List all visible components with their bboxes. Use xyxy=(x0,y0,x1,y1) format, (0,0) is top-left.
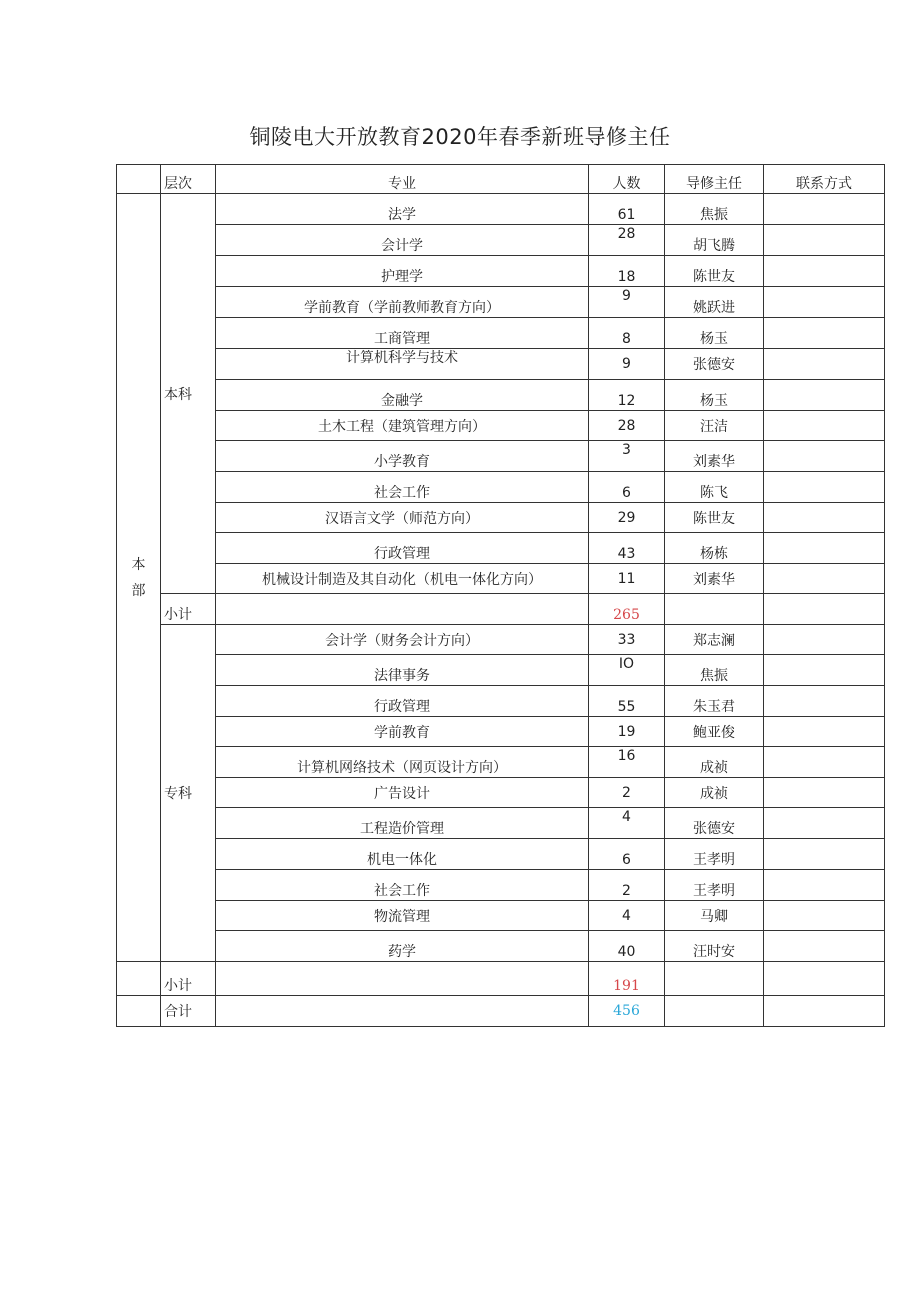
count-cell: 9 xyxy=(589,349,665,380)
major-cell: 机械设计制造及其自动化（机电一体化方向） xyxy=(216,564,589,594)
count-cell: 6 xyxy=(589,472,665,503)
count-cell: 11 xyxy=(589,564,665,594)
count-cell: 8 xyxy=(589,318,665,349)
mentor-cell: 杨栋 xyxy=(665,533,764,564)
mentor-cell: 王孝明 xyxy=(665,839,764,870)
mentor-table xyxy=(116,164,885,1027)
mentor-cell: 杨玉 xyxy=(665,318,764,349)
subtotal-blank-cell xyxy=(216,594,589,625)
subtotal-row xyxy=(117,962,885,996)
contact-cell xyxy=(764,256,885,287)
table-row xyxy=(117,564,885,594)
major-cell: 工程造价管理 xyxy=(216,808,589,839)
mentor-cell: 刘素华 xyxy=(665,441,764,472)
major-cell: 药学 xyxy=(216,931,589,962)
subtotal-label: 小计 xyxy=(161,962,216,996)
contact-cell xyxy=(764,503,885,533)
table-row xyxy=(117,686,885,717)
mentor-cell: 焦振 xyxy=(665,194,764,225)
count-cell: 28 xyxy=(589,411,665,441)
mentor-cell: 胡飞腾 xyxy=(665,225,764,256)
table-row xyxy=(117,256,885,287)
table-row xyxy=(117,717,885,747)
table-row xyxy=(117,870,885,901)
major-cell: 法律事务 xyxy=(216,655,589,686)
header-count: 人数 xyxy=(589,165,665,194)
table-row xyxy=(117,533,885,564)
table-row xyxy=(117,287,885,318)
count-cell: 16 xyxy=(589,747,665,778)
header-level: 层次 xyxy=(161,165,216,194)
subtotal-blank-cell xyxy=(216,962,589,996)
major-cell: 法学 xyxy=(216,194,589,225)
contact-cell xyxy=(764,441,885,472)
mentor-cell: 马卿 xyxy=(665,901,764,931)
mentor-cell: 姚跃进 xyxy=(665,287,764,318)
contact-cell xyxy=(764,349,885,380)
contact-cell xyxy=(764,686,885,717)
subtotal-mentor-blank xyxy=(665,594,764,625)
contact-cell xyxy=(764,533,885,564)
count-cell: 4 xyxy=(589,901,665,931)
table-row xyxy=(117,318,885,349)
header-contact: 联系方式 xyxy=(764,165,885,194)
contact-cell xyxy=(764,318,885,349)
contact-cell xyxy=(764,870,885,901)
table-row xyxy=(117,931,885,962)
contact-cell xyxy=(764,747,885,778)
major-cell: 计算机科学与技术 xyxy=(216,349,589,380)
subtotal-contact-blank xyxy=(764,962,885,996)
contact-cell xyxy=(764,472,885,503)
count-cell: 43 xyxy=(589,533,665,564)
page-title: 铜陵电大开放教育2020年春季新班导修主任 xyxy=(249,125,671,149)
count-cell: 55 xyxy=(589,686,665,717)
mentor-cell: 焦振 xyxy=(665,655,764,686)
table-row xyxy=(117,808,885,839)
subtotal-value: 191 xyxy=(589,962,665,996)
major-cell: 机电一体化 xyxy=(216,839,589,870)
header-mentor: 导修主任 xyxy=(665,165,764,194)
count-cell: 6 xyxy=(589,839,665,870)
count-cell: 28 xyxy=(589,225,665,256)
table-row xyxy=(117,349,885,380)
major-cell: 护理学 xyxy=(216,256,589,287)
major-cell: 土木工程（建筑管理方向） xyxy=(216,411,589,441)
total-label: 合计 xyxy=(161,996,216,1027)
contact-cell xyxy=(764,225,885,256)
subtotal-contact-blank xyxy=(764,594,885,625)
major-cell: 行政管理 xyxy=(216,686,589,717)
mentor-cell: 朱玉君 xyxy=(665,686,764,717)
table-row xyxy=(117,472,885,503)
mentor-cell: 成祯 xyxy=(665,778,764,808)
major-cell: 汉语言文学（师范方向） xyxy=(216,503,589,533)
table-row xyxy=(117,839,885,870)
contact-cell xyxy=(764,411,885,441)
mentor-cell: 刘素华 xyxy=(665,564,764,594)
mentor-cell: 汪时安 xyxy=(665,931,764,962)
header-major: 专业 xyxy=(216,165,589,194)
major-cell: 金融学 xyxy=(216,380,589,411)
level-cell: 本科 xyxy=(161,194,216,594)
department-cell xyxy=(117,194,161,962)
major-cell: 计算机网络技术（网页设计方向） xyxy=(216,747,589,778)
contact-cell xyxy=(764,625,885,655)
mentor-cell: 张德安 xyxy=(665,349,764,380)
count-cell: 19 xyxy=(589,717,665,747)
mentor-cell: 郑志澜 xyxy=(665,625,764,655)
major-cell: 行政管理 xyxy=(216,533,589,564)
mentor-cell: 鲍亚俊 xyxy=(665,717,764,747)
subtotal-row xyxy=(117,594,885,625)
mentor-cell: 陈世友 xyxy=(665,256,764,287)
subtotal-corner-cell xyxy=(117,962,161,996)
table-row xyxy=(117,778,885,808)
table-row xyxy=(117,747,885,778)
contact-cell xyxy=(764,808,885,839)
contact-cell xyxy=(764,839,885,870)
major-cell: 社会工作 xyxy=(216,472,589,503)
contact-cell xyxy=(764,287,885,318)
table-row xyxy=(117,901,885,931)
table-row xyxy=(117,380,885,411)
major-cell: 会计学 xyxy=(216,225,589,256)
subtotal-mentor-blank xyxy=(665,962,764,996)
department-label: 本部 xyxy=(131,556,146,599)
contact-cell xyxy=(764,194,885,225)
major-cell: 物流管理 xyxy=(216,901,589,931)
table-row xyxy=(117,441,885,472)
major-cell: 会计学（财务会计方向） xyxy=(216,625,589,655)
mentor-cell: 成祯 xyxy=(665,747,764,778)
mentor-cell: 陈世友 xyxy=(665,503,764,533)
table-row xyxy=(117,194,885,225)
count-cell: 29 xyxy=(589,503,665,533)
header-corner-cell xyxy=(117,165,161,194)
contact-cell xyxy=(764,931,885,962)
level-cell: 专科 xyxy=(161,625,216,962)
count-cell: 33 xyxy=(589,625,665,655)
count-cell: 61 xyxy=(589,194,665,225)
contact-cell xyxy=(764,901,885,931)
mentor-cell: 张德安 xyxy=(665,808,764,839)
contact-cell xyxy=(764,380,885,411)
mentor-cell: 汪洁 xyxy=(665,411,764,441)
contact-cell xyxy=(764,655,885,686)
major-cell: 广告设计 xyxy=(216,778,589,808)
contact-cell xyxy=(764,778,885,808)
count-cell: 4 xyxy=(589,808,665,839)
total-corner-cell xyxy=(117,996,161,1027)
table-row xyxy=(117,225,885,256)
subtotal-value: 265 xyxy=(589,594,665,625)
subtotal-label: 小计 xyxy=(161,594,216,625)
major-cell: 社会工作 xyxy=(216,870,589,901)
mentor-cell: 王孝明 xyxy=(665,870,764,901)
major-cell: 工商管理 xyxy=(216,318,589,349)
count-cell: 9 xyxy=(589,287,665,318)
mentor-cell: 杨玉 xyxy=(665,380,764,411)
count-cell: IO xyxy=(589,655,665,686)
total-row xyxy=(117,996,885,1027)
count-cell: 2 xyxy=(589,778,665,808)
count-cell: 18 xyxy=(589,256,665,287)
total-blank-cell xyxy=(216,996,589,1027)
table-row xyxy=(117,411,885,441)
mentor-cell: 陈飞 xyxy=(665,472,764,503)
count-cell: 3 xyxy=(589,441,665,472)
header-row xyxy=(117,165,885,194)
major-cell: 学前教育 xyxy=(216,717,589,747)
table-row xyxy=(117,503,885,533)
major-cell: 学前教育（学前教师教育方向） xyxy=(216,287,589,318)
major-cell: 小学教育 xyxy=(216,441,589,472)
total-value: 456 xyxy=(589,996,665,1027)
contact-cell xyxy=(764,564,885,594)
total-mentor-blank xyxy=(665,996,764,1027)
contact-cell xyxy=(764,717,885,747)
total-contact-blank xyxy=(764,996,885,1027)
table-row xyxy=(117,655,885,686)
count-cell: 2 xyxy=(589,870,665,901)
table-row xyxy=(117,625,885,655)
count-cell: 12 xyxy=(589,380,665,411)
count-cell: 40 xyxy=(589,931,665,962)
